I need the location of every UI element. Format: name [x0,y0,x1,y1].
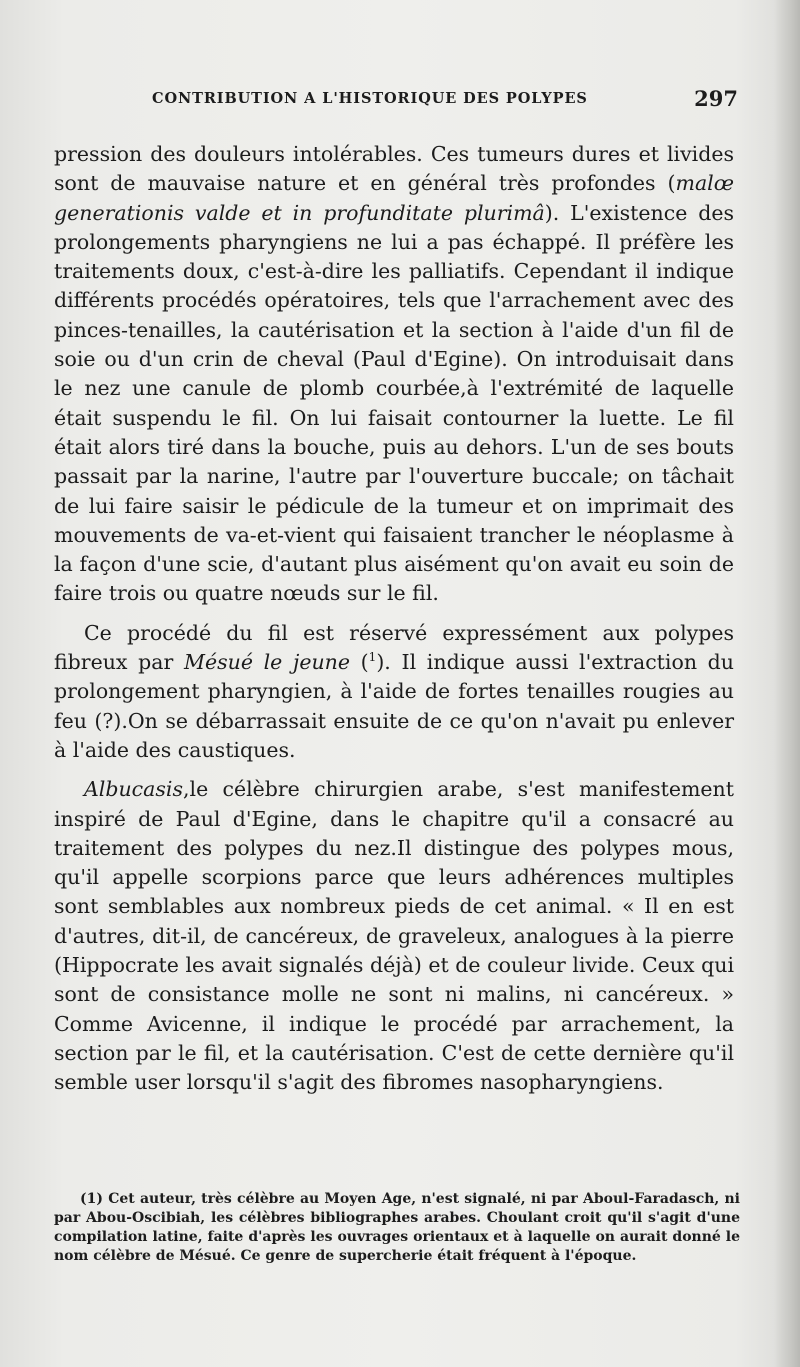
paragraph-3 [54,775,734,1097]
footnote-text: Cet auteur, très célèbre au Moyen Age, n'est signalé, ni par Aboul-Faradasch, ni par Abou-Oscibiah, les célèbres bibliographes arabes. Choulant croit qu'il s'agit d'une compilation latine, faite d'après les ouvrages orientaux et à laquelle on aurait donné le nom célèbre de Mésué. Ce genre de supercherie était fréquent à l'époque. [54,1191,740,1264]
footnote-reference: 1 [368,650,377,665]
paragraph-1 [54,140,734,609]
running-head: CONTRIBUTION A L'HISTORIQUE DES POLYPES [152,90,588,107]
paragraph-2-text-b: ( [350,650,369,675]
page-header [152,86,738,116]
paragraph-2 [54,619,734,765]
page-binding-shadow [774,0,800,1367]
author-name-albucasis: Albucasis [84,777,183,802]
paragraph-2-text-c: ). Il indique aussi l'extraction du prolongement pharyngien, à l'aide de fortes tenailles rougies au feu (?).On se débarrassait ensuite de ce qu'on n'avait pu enlever à l'aide des caustiques. [54,650,735,762]
footnote [54,1190,740,1266]
author-name-mesue: Mésué le jeune [183,650,350,675]
paragraph-1-text-b: ). L'existence des prolongements pharyngiens ne lui a pas échappé. Il préfère les traitements doux, c'est-à-dire les palliatifs. Cependant il indique différents procédés opératoires, tels que l'arrachement avec des pinces-tenailles, la cautérisation et la section à l'aide d'un fil de soie ou d'un crin de cheval (Paul d'Egine). On introduisait dans le nez une canule de plomb courbée,à l'extrémité de laquelle était suspendu le fil. On lui faisait contourner la luette. Le fil était alors tiré dans la bouche, puis au dehors. L'un de ses bouts passait par la narine, l'autre par l'ouverture buccale; on tâchait de lui faire saisir le pédicule de la tumeur et on imprimait des mouvements de va-et-vient qui faisaient trancher le néoplasme à la façon d'une scie, d'autant plus aisément qu'on avait eu soin de faire trois ou quatre nœuds sur le fil. [54,200,734,606]
paragraph-3-text: ,le célèbre chirurgien arabe, s'est manifestement inspiré de Paul d'Egine, dans le chapitre qu'il a consacré au traitement des polypes du nez.Il distingue des polypes mous, qu'il appelle scorpions parce que leurs adhérences multiples sont semblables aux nombreux pieds de cet animal. « Il en est d'autres, dit-il, de cancéreux, de graveleux, analogues à la pierre (Hippocrate les avait signalés déjà) et de couleur livide. Ceux qui sont de consistance molle ne sont ni malins, ni cancéreux. » Comme Avicenne, il indique le procédé par arrachement, la section par le fil, et la cautérisation. C'est de cette dernière qu'il semble user lorsqu'il s'agit des fibromes nasopharyngiens. [54,777,734,1095]
latin-quote: malœ generationis valde et in profunditate plurimâ [54,171,734,225]
footnote-mark: (1) [80,1191,103,1207]
page-number: 297 [694,86,738,111]
paragraph-2-text-a: Ce procédé du fil est réservé expressément aux polypes fibreux par [54,620,734,675]
body-text [54,140,734,1108]
paragraph-1-text-a: pression des douleurs intolérables. Ces tumeurs dures et livides sont de mauvaise nature et en général très profondes ( [54,142,734,196]
